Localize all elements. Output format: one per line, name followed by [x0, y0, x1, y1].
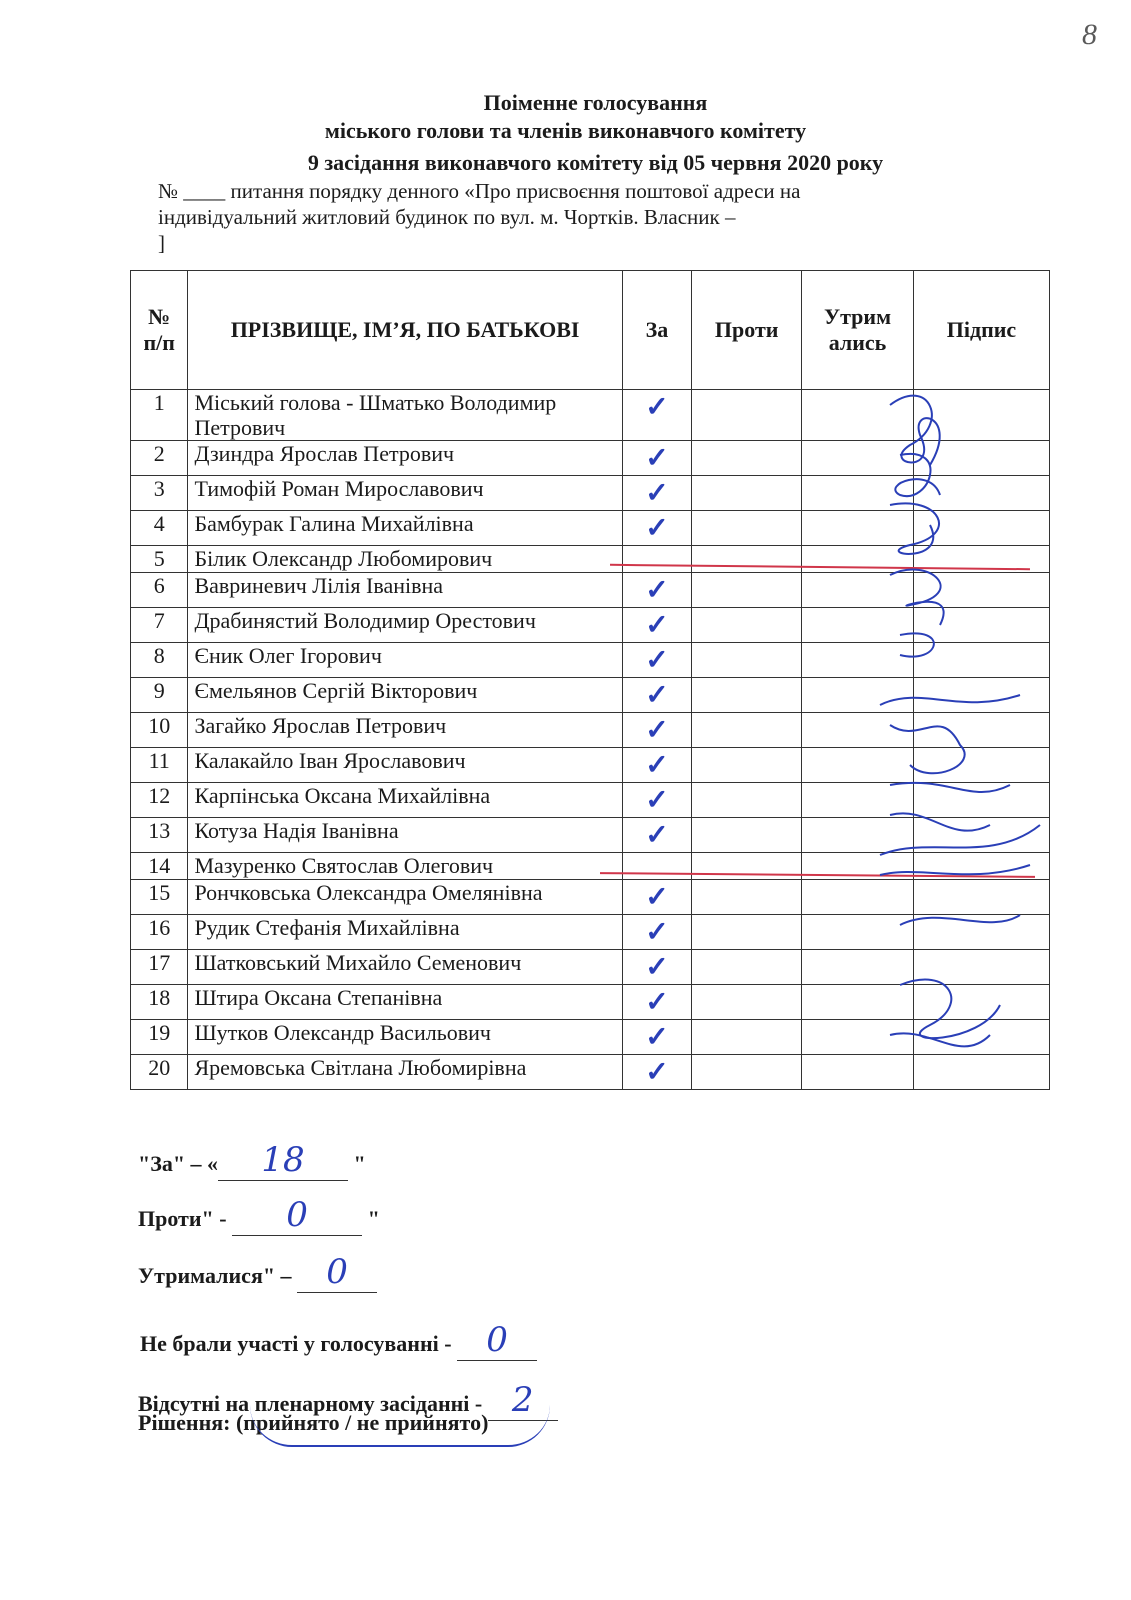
total-vidsutni-label: Відсутні на пленарному засіданні -: [138, 1391, 483, 1416]
checkmark-icon: ✓: [645, 987, 669, 1018]
vote-za: [622, 678, 692, 713]
row-number: 15: [131, 880, 188, 915]
member-name: Загайко Ярослав Петрович: [188, 713, 622, 748]
member-name: Дзиндра Ярослав Петрович: [188, 441, 622, 476]
vote-za: [622, 1020, 692, 1055]
member-name: Бамбурак Галина Михайлівна: [188, 511, 622, 546]
row-number: 6: [131, 573, 188, 608]
vote-za: [622, 476, 692, 511]
vote-proty: [692, 713, 802, 748]
total-utrym-value: 0: [297, 1252, 377, 1293]
checkmark-icon: ✓: [645, 575, 669, 606]
vote-proty: [692, 880, 802, 915]
total-utrym-label: Утрималися" –: [138, 1263, 292, 1288]
vote-za: [622, 783, 692, 818]
vote-proty: [692, 818, 802, 853]
row-number: 16: [131, 915, 188, 950]
row-number: 14: [131, 853, 188, 880]
page-number: 8: [1082, 18, 1097, 51]
title-line-1: Поіменне голосування: [483, 90, 708, 115]
total-proty-close: ": [367, 1206, 380, 1231]
vote-proty: [692, 748, 802, 783]
vote-za: [622, 643, 692, 678]
vote-za: [622, 390, 692, 441]
member-name: Драбинястий Володимир Орестович: [188, 608, 622, 643]
header-proty: Проти: [692, 271, 802, 390]
total-proty-label: Проти" -: [138, 1206, 227, 1231]
vote-za: [622, 441, 692, 476]
total-vidsutni-value: 2: [488, 1380, 558, 1421]
decision-underline-mark: [250, 1405, 550, 1447]
row-number: 18: [131, 985, 188, 1020]
member-name: Шутков Олександр Васильович: [188, 1020, 622, 1055]
checkmark-icon: ✓: [645, 478, 669, 509]
row-number: 13: [131, 818, 188, 853]
member-name: Рудик Стефанія Михайлівна: [188, 915, 622, 950]
vote-proty: [692, 441, 802, 476]
checkmark-icon: ✓: [645, 610, 669, 641]
question-line-1: № ____ питання порядку денного «Про присвоєння поштової адреси на: [158, 179, 801, 203]
member-name: Рончковська Олександра Омелянівна: [188, 880, 622, 915]
decision: Рішення: (прийнято / не прийнято): [138, 1410, 489, 1435]
checkmark-icon: ✓: [645, 785, 669, 816]
row-number: 12: [131, 783, 188, 818]
checkmark-icon: ✓: [645, 392, 669, 423]
checkmark-icon: ✓: [645, 1057, 669, 1088]
vote-za: [622, 1055, 692, 1090]
total-utrym: [138, 1252, 377, 1293]
vote-proty: [692, 915, 802, 950]
member-name: Котуза Надія Іванівна: [188, 818, 622, 853]
total-ne-braly: [140, 1320, 537, 1361]
vote-za: [622, 818, 692, 853]
row-number: 8: [131, 643, 188, 678]
table-header-row: [131, 271, 1050, 390]
vote-za: [622, 985, 692, 1020]
member-name: Калакайло Іван Ярославович: [188, 748, 622, 783]
question-line-2: індивідуальний житловий будинок по вул. м. Чортків. Власник –: [158, 205, 736, 229]
checkmark-icon: ✓: [645, 680, 669, 711]
row-number: 1: [131, 390, 188, 441]
header-za: За: [622, 271, 692, 390]
row-number: 17: [131, 950, 188, 985]
vote-proty: [692, 608, 802, 643]
vote-za: [622, 511, 692, 546]
vote-za: [622, 608, 692, 643]
row-number: 11: [131, 748, 188, 783]
member-name: Карпінська Оксана Михайлівна: [188, 783, 622, 818]
member-name: Тимофій Роман Мирославович: [188, 476, 622, 511]
total-proty: [138, 1195, 380, 1236]
vote-proty: [692, 573, 802, 608]
checkmark-icon: ✓: [645, 443, 669, 474]
vote-za: [622, 880, 692, 915]
vote-proty: [692, 1055, 802, 1090]
checkmark-icon: ✓: [645, 917, 669, 948]
checkmark-icon: ✓: [645, 882, 669, 913]
member-name: Міський голова - Шматько Володимир Петрович: [188, 390, 622, 441]
total-ne-braly-label: Не брали участі у голосуванні -: [140, 1331, 452, 1356]
vote-za: [622, 748, 692, 783]
checkmark-icon: ✓: [645, 645, 669, 676]
member-name: Яремовська Світлана Любомирівна: [188, 1055, 622, 1090]
vote-proty: [692, 476, 802, 511]
header-signature: Підпис: [913, 271, 1049, 390]
row-number: 9: [131, 678, 188, 713]
vote-za: [622, 915, 692, 950]
vote-za: [622, 713, 692, 748]
member-name: Шатковський Михайло Семенович: [188, 950, 622, 985]
checkmark-icon: ✓: [645, 715, 669, 746]
vote-proty: [692, 678, 802, 713]
total-proty-value: 0: [232, 1195, 362, 1236]
checkmark-icon: ✓: [645, 513, 669, 544]
total-za-label: "За" – «: [138, 1151, 219, 1176]
row-number: 7: [131, 608, 188, 643]
row-number: 2: [131, 441, 188, 476]
row-number: 19: [131, 1020, 188, 1055]
row-number: 20: [131, 1055, 188, 1090]
vote-proty: [692, 643, 802, 678]
vote-za: [622, 950, 692, 985]
member-name: Білик Олександр Любомирович: [188, 546, 622, 573]
member-name: Мазуренко Святослав Олегович: [188, 853, 622, 880]
header-name: ПРІЗВИЩЕ, ІМ’Я, ПО БАТЬКОВІ: [188, 271, 622, 390]
header-num: № п/п: [131, 271, 188, 390]
row-number: 4: [131, 511, 188, 546]
vote-proty: [692, 390, 802, 441]
checkmark-icon: ✓: [645, 1022, 669, 1053]
row-number: 3: [131, 476, 188, 511]
vote-proty: [692, 985, 802, 1020]
vote-za: [622, 546, 692, 573]
member-name: Ємельянов Сергій Вікторович: [188, 678, 622, 713]
total-ne-braly-value: 0: [457, 1320, 537, 1361]
title-line-3: 9 засідання виконавчого комітету від 05 червня 2020 року: [307, 150, 884, 175]
checkmark-icon: ✓: [645, 952, 669, 983]
agenda-question: [158, 178, 1048, 256]
vote-proty: [692, 950, 802, 985]
member-name: Вавриневич Лілія Іванівна: [188, 573, 622, 608]
member-name: Штира Оксана Степанівна: [188, 985, 622, 1020]
vote-za: [622, 573, 692, 608]
member-name: Єник Олег Ігорович: [188, 643, 622, 678]
total-za: [138, 1140, 366, 1181]
row-number: 5: [131, 546, 188, 573]
header-utrym: Утрим ались: [802, 271, 914, 390]
question-line-3: ]: [158, 231, 165, 255]
vote-proty: [692, 1020, 802, 1055]
total-za-value: 18: [218, 1140, 348, 1181]
checkmark-icon: ✓: [645, 750, 669, 781]
title-line-2: міського голови та членів виконавчого комітету: [324, 118, 807, 143]
checkmark-icon: ✓: [645, 820, 669, 851]
signatures-scribble: [870, 385, 1050, 1075]
vote-proty: [692, 546, 802, 573]
row-number: 10: [131, 713, 188, 748]
vote-proty: [692, 511, 802, 546]
total-za-close: ": [353, 1151, 366, 1176]
vote-proty: [692, 783, 802, 818]
vote-za: [622, 853, 692, 880]
